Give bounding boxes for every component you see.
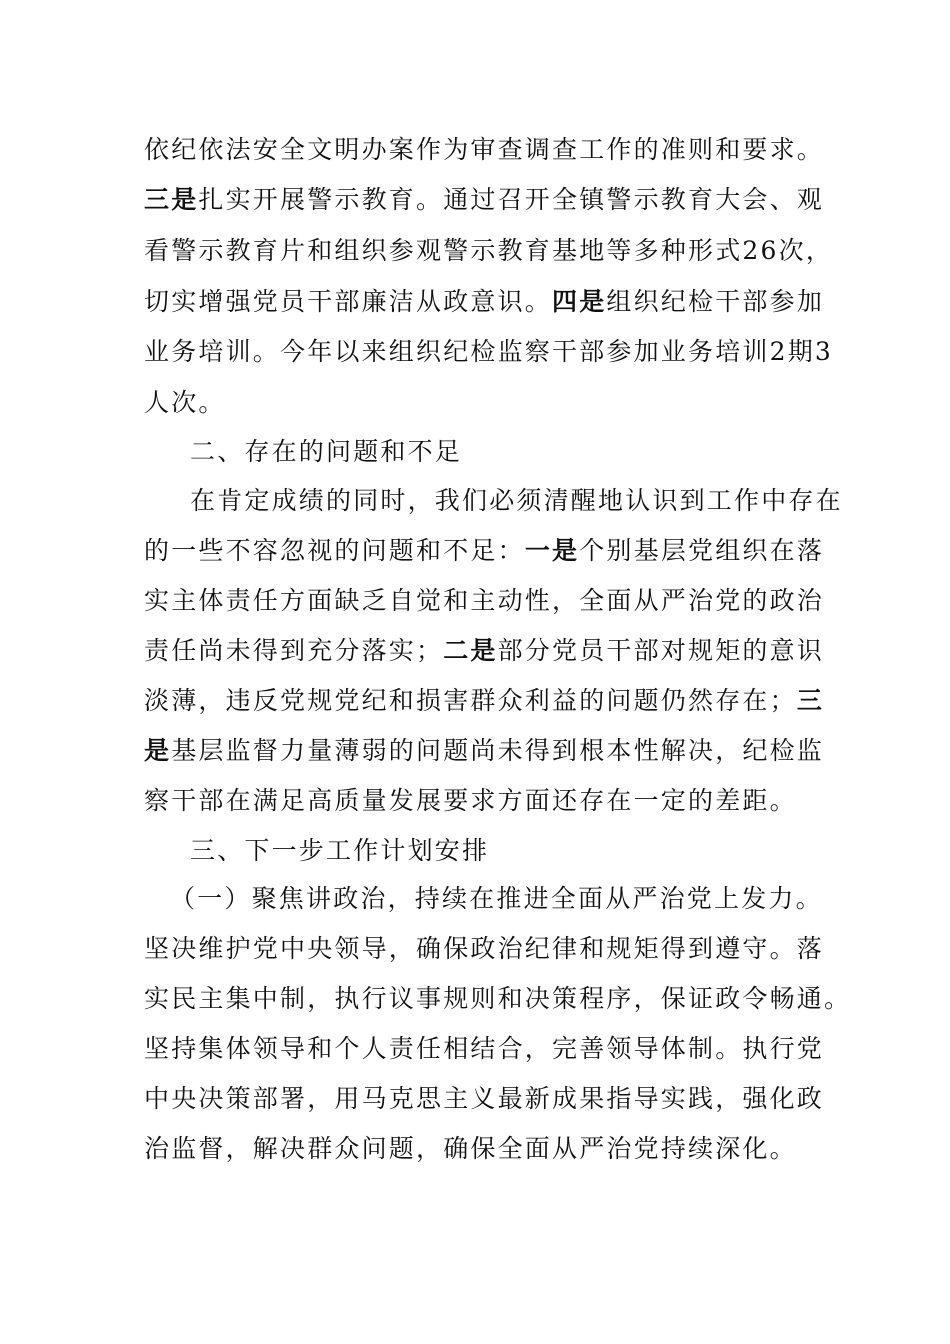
text-span: 察干部在满足高质量发展要求方面还存在一定的差距。 bbox=[144, 786, 797, 815]
text-line bbox=[144, 586, 824, 616]
text-span: 坚决维护党中央领导，确保政治纪律和规矩得到遵守。落 bbox=[144, 934, 825, 963]
text-span: 基层监督力量薄弱的问题尚未得到根本性解决，纪检监 bbox=[171, 736, 825, 765]
text-line bbox=[144, 934, 824, 964]
text-line bbox=[144, 686, 824, 716]
text-span: 人次。 bbox=[144, 388, 226, 417]
text-line bbox=[144, 388, 226, 418]
text-span: （一）聚焦讲政治，持续在推进全面从严治党上发力。 bbox=[170, 884, 823, 913]
text-span: 依纪依法安全文明办案作为审查调查工作的准则和要求。 bbox=[144, 135, 825, 164]
text-line bbox=[144, 1034, 824, 1064]
text-span: 扎实开展警示教育。通过召开全镇警示教育大会、观 bbox=[198, 185, 825, 214]
bold-lead: 三是 bbox=[144, 185, 199, 214]
heading-text: 二、存在的问题和不足 bbox=[190, 437, 463, 466]
text-span: 坚持集体领导和个人责任相结合，完善领导体制。执行党 bbox=[144, 1034, 825, 1063]
text-span: 中央决策部署，用马克思主义最新成果指导实践，强化政 bbox=[144, 1084, 825, 1113]
text-span: 实主体责任方面缺乏自觉和主动性，全面从严治党的政治 bbox=[144, 586, 825, 615]
bold-lead: 是 bbox=[144, 736, 172, 765]
text-line bbox=[144, 185, 824, 215]
text-line bbox=[144, 1084, 824, 1114]
bold-lead: 四是 bbox=[552, 287, 607, 316]
text-line bbox=[144, 287, 824, 317]
text-line bbox=[144, 1134, 797, 1164]
text-span: 切实增强党员干部廉洁从政意识。 bbox=[144, 287, 553, 316]
text-span: 个别基层党组织在落 bbox=[579, 536, 825, 565]
text-span: 治监督，解决群众问题，确保全面从严治党持续深化。 bbox=[144, 1134, 797, 1163]
text-line bbox=[144, 536, 824, 566]
heading-text: 三、下一步工作计划安排 bbox=[190, 836, 490, 865]
text-span: 组织纪检干部参加 bbox=[606, 287, 825, 316]
text-line bbox=[144, 984, 851, 1014]
text-line bbox=[144, 135, 824, 165]
text-span: 的一些不容忽视的问题和不足： bbox=[144, 536, 525, 565]
text-line bbox=[190, 486, 843, 516]
text-line bbox=[144, 636, 824, 666]
text-span: 实民主集中制，执行议事规则和决策程序，保证政令畅通。 bbox=[144, 984, 852, 1013]
text-line bbox=[144, 236, 833, 266]
bold-lead: 一是 bbox=[524, 536, 580, 565]
text-span: 淡薄，违反党规党纪和损害群众利益的问题仍然存在； bbox=[144, 686, 797, 715]
text-span: 业务培训。今年以来组织纪检监察干部参加业务培训2期3 bbox=[144, 337, 834, 366]
text-span: 责任尚未得到充分落实； bbox=[144, 636, 444, 665]
text-span: 看警示教育片和组织参观警示教育基地等多种形式26次， bbox=[144, 236, 834, 265]
bold-lead: 三 bbox=[796, 686, 825, 715]
text-line bbox=[144, 786, 797, 816]
text-span: 在肯定成绩的同时，我们必须清醒地认识到工作中存在 bbox=[190, 486, 843, 515]
text-span: 部分党员干部对规矩的意识 bbox=[497, 636, 825, 665]
text-line bbox=[144, 337, 833, 367]
text-line bbox=[144, 736, 824, 766]
section-heading bbox=[190, 836, 489, 866]
section-heading bbox=[190, 437, 462, 467]
text-line bbox=[170, 884, 823, 914]
bold-lead: 二是 bbox=[443, 636, 498, 665]
